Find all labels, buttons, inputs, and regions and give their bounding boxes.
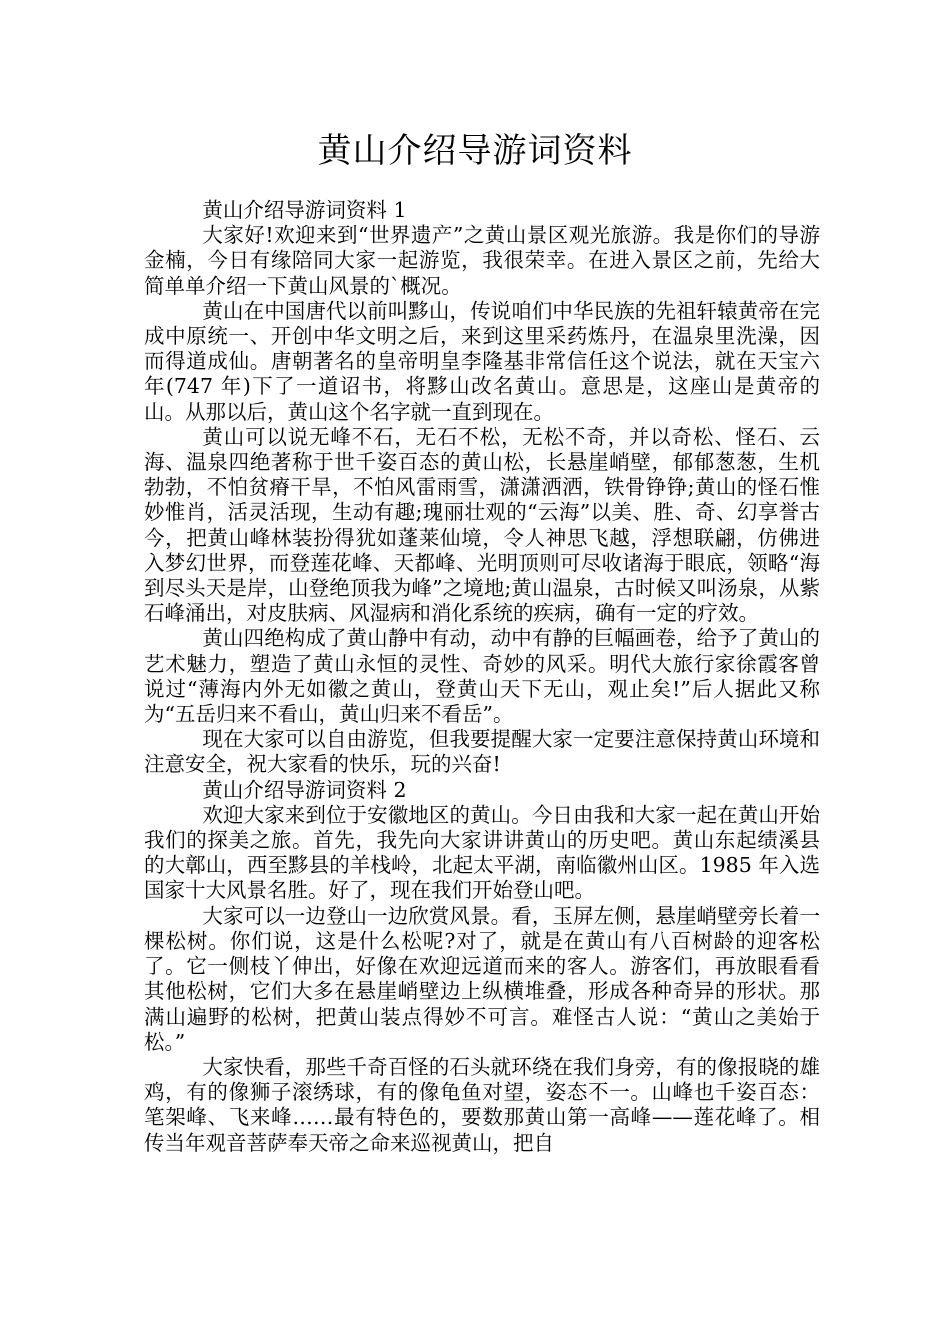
section-heading: 黄山介绍导游词资料 2	[202, 777, 407, 802]
paragraph: 欢迎大家来到位于安徽地区的黄山。今日由我和大家一起在黄山开始我们的探美之旅。首先，我先向大家讲讲黄山的历史吧。黄山东起绩溪县的大鄣山，西至黟县的羊栈岭，北起太平湖，南临徽州山区。1985 年入选国家十大风景名胜。好了，现在我们开始登山吧。	[144, 802, 820, 903]
document-title: 黄山介绍导游词资料	[317, 131, 633, 171]
section-heading: 黄山介绍导游词资料 1	[202, 198, 407, 222]
paragraph: 大家可以一边登山一边欣赏风景。看，玉屏左侧，悬崖峭壁旁长着一棵松树。你们说，这是什么松呢?对了，就是在黄山有八百树龄的迎客松了。它一侧枝丫伸出，好像在欢迎远道而来的客人。游客们，再放眼看看其他松树，它们大多在悬崖峭壁边上纵横堆叠，形成各种奇异的形状。那满山遍野的松树，把黄山装点得妙不可言。难怪古人说：“黄山之美始于松。”	[144, 903, 820, 1054]
paragraph: 现在大家可以自由游览，但我要提醒大家一定要注意保持黄山环境和注意安全，祝大家看的快乐，玩的兴奋!	[144, 727, 820, 777]
paragraph: 黄山在中国唐代以前叫黟山，传说咱们中华民族的先祖轩辕黄帝在完成中原统一、开创中华文明之后，来到这里采药炼丹，在温泉里洗澡，因而得道成仙。唐朝著名的皇帝明皇李隆基非常信任这个说法，就在天宝六年(747 年)下了一道诏书，将黟山改名黄山。意思是，这座山是黄帝的山。从那以后，黄山这个名字就一直到现在。	[144, 298, 820, 424]
paragraph: 大家快看，那些千奇百怪的石头就环绕在我们身旁，有的像报晓的雄鸡，有的像狮子滚绣球，有的像龟鱼对望，姿态不一。山峰也千姿百态：笔架峰、飞来峰……最有特色的，要数那黄山第一高峰——莲花峰了。相传当年观音菩萨奉天帝之命来巡视黄山，把自	[144, 1054, 820, 1155]
paragraph: 大家好!欢迎来到“世界遗产”之黄山景区观光旅游。我是你们的导游金楠，今日有缘陪同大家一起游览，我很荣幸。在进入景区之前，先给大简单单介绍一下黄山风景的`概况。	[144, 223, 820, 298]
paragraph: 黄山四绝构成了黄山静中有动，动中有静的巨幅画卷，给予了黄山的艺术魅力，塑造了黄山永恒的灵性、奇妙的风采。明代大旅行家徐霞客曾说过“薄海内外无如徽之黄山，登黄山天下无山，观止矣!”后人据此又称为“五岳归来不看山，黄山归来不看岳”。	[144, 626, 820, 727]
document-body	[144, 198, 820, 1156]
paragraph: 黄山可以说无峰不石，无石不松，无松不奇，并以奇松、怪石、云海、温泉四绝著称于世千姿百态的黄山松，长悬崖峭壁，郁郁葱葱，生机勃勃，不怕贫瘠干旱，不怕风雷雨雪，潇潇洒洒，铁骨铮铮;黄山的怪石惟妙惟肖，活灵活现，生动有趣;瑰丽壮观的“云海”以美、胜、奇、幻享誉古今，把黄山峰林装扮得犹如蓬莱仙境，令人神思飞越，浮想联翩，仿佛进入梦幻世界，而登莲花峰、天都峰、光明顶则可尽收诸海于眼底，领略“海到尽头天是岸，山登绝顶我为峰”之境地;黄山温泉，古时候又叫汤泉，从紫石峰涌出，对皮肤病、风湿病和消化系统的疾病，确有一定的疗效。	[144, 424, 820, 626]
